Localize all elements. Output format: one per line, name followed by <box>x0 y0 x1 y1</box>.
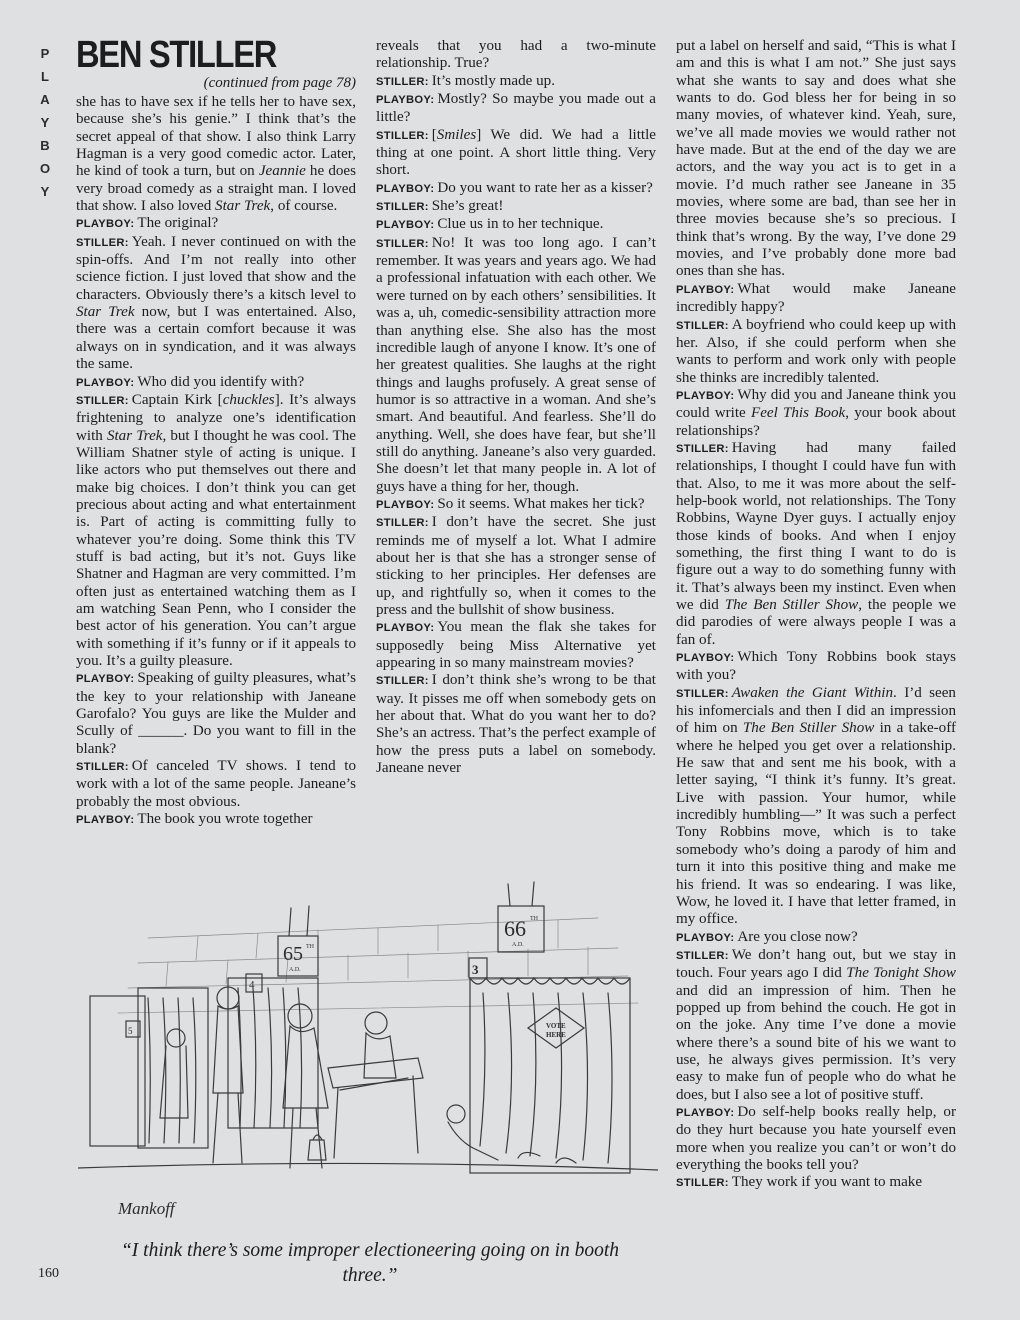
booth-3-number: 3 <box>472 962 479 977</box>
italic-title: chuckles <box>222 391 275 408</box>
vote-sign-line-2: HERE <box>546 1031 566 1039</box>
interview-paragraph <box>76 374 356 392</box>
side-magazine-label: P L A Y B O Y <box>39 46 51 199</box>
interview-paragraph <box>676 440 956 649</box>
speaker-label: STILLER: <box>676 319 729 332</box>
cartoon-drawing <box>78 878 658 1228</box>
brick-wall <box>118 918 638 1013</box>
text-column-3 <box>676 38 956 1193</box>
paragraph-text: Do you want to rate her as a kisser? <box>437 179 653 196</box>
paragraph-text: Are you close now? <box>737 928 858 945</box>
interview-paragraph <box>376 91 656 127</box>
paragraph-text: Yeah. I never continued on with the spin-offs. And I’m not really into other science fiction. I just loved that show and the characters. Obviously there’s a kitsch level to <box>76 233 356 303</box>
paragraph-text: Of canceled TV shows. I tend to work with a lot of the same people. Janeane’s probably the most obvious. <box>76 758 356 810</box>
sign-65-superscript: TH <box>306 944 314 950</box>
paragraph-text: ]. It’s always frightening to analyze one’s identification with <box>76 391 357 444</box>
interview-paragraph <box>376 672 656 777</box>
paragraph-text: The original? <box>137 215 219 232</box>
paragraph-text: in a take-off where he helped you get over a relationship. He saw that and sent me his book, with a letter saying, “I think it’s funny. It’s great. Live with passion. Your humor, while incredibly humbling—” It was such a perfect Tony Robbins move, which is to take somebody who’s doing a parody of him and turn it into this positive thing and make me his friend. It was so endearing. I was like, Wow, he loved it. I have that letter framed, in my office. <box>676 720 957 928</box>
vote-sign-line-1: VOTE <box>546 1022 566 1030</box>
paragraph-text: , your book about relationships? <box>676 405 956 439</box>
page-number: 160 <box>38 1266 59 1281</box>
interview-paragraph <box>76 215 356 233</box>
interview-paragraph <box>76 758 356 811</box>
speaker-label: STILLER: <box>676 442 729 455</box>
speaker-label: PLAYBOY: <box>376 94 435 107</box>
speaker-label: PLAYBOY: <box>376 622 435 635</box>
interview-paragraph <box>376 619 656 672</box>
interview-paragraph <box>676 947 956 1104</box>
italic-title: The Tonight Show <box>846 965 957 982</box>
paragraph-text: What would make Janeane incredibly happy? <box>676 280 956 316</box>
interview-paragraph <box>676 1104 956 1174</box>
speaker-label: STILLER: <box>676 687 729 700</box>
interview-paragraph <box>76 234 356 374</box>
speaker-label: PLAYBOY: <box>676 389 735 402</box>
sign-66-number: 66 <box>504 916 526 941</box>
interview-paragraph <box>376 180 656 198</box>
paragraph-text: , the people we did parodies of were always people I was a fan of. <box>676 597 957 648</box>
left-booths <box>90 978 318 1148</box>
speaker-label: STILLER: <box>76 761 129 774</box>
interview-paragraph <box>676 317 956 387</box>
paragraph-text: put a label on herself and said, “This is what I am and this is what I am not.” She just says what she wants to say and does what she wants to do. God bless her for being in so many movies, of whatever kind. Yeah, sure, we’ve all made movies we would rather not have made. But at the end of the day we are actors, and the way you act is to get in a movie. I’d much rather see Janeane in 35 movies, where some are bad, than see her in three movies because she’s so precious. I think that’s wrong. By the way, I’ve done 29 movies, and I’ve probably done more bad ones than she has. <box>676 38 956 280</box>
paragraph-text: she has to have sex if he tells her to have sex, because she’s his genie.” I think that’s the secret appeal of that show. I also think Larry Hagman is a very good comedic actor. Later, he kind of took a turn, but on <box>76 94 356 180</box>
interview-paragraph <box>76 392 356 671</box>
interview-paragraph <box>376 514 656 619</box>
paragraph-text: We don’t hang out, but we stay in touch. Four years ago I did <box>676 946 956 982</box>
booth-5-number: 5 <box>128 1026 133 1036</box>
paragraph-text: reveals that you had a two-minute relationship. True? <box>376 38 656 72</box>
sign-65-subtitle: A.D. <box>289 967 301 973</box>
speaker-label: PLAYBOY: <box>376 182 435 195</box>
paragraph-text: , of course. <box>270 198 338 215</box>
interview-paragraph <box>676 1174 956 1192</box>
interview-paragraph <box>76 811 356 829</box>
italic-title: Jeannie <box>258 163 306 180</box>
paragraph-text: Who did you identify with? <box>137 373 305 390</box>
cartoon-illustration <box>78 878 658 1228</box>
interview-paragraph <box>376 496 656 514</box>
speaker-label: PLAYBOY: <box>76 814 135 827</box>
booth-4-number: 4 <box>249 979 255 991</box>
paragraph-text: . I’d seen his infomercials and then I did an impression of him on <box>676 684 956 737</box>
speaker-label: STILLER: <box>376 201 429 214</box>
speaker-label: PLAYBOY: <box>76 673 135 686</box>
speaker-label: STILLER: <box>376 517 429 530</box>
article-title: BEN STILLER <box>76 34 277 76</box>
paragraph-text: I don’t have the secret. She just reminds me of myself a lot. What I admire about her is that she has a stronger sense of sticking to her principles. Her defenses are up, and rightfully so, when it comes to the press and the bullshit of show business. <box>376 514 656 618</box>
text-column-1 <box>76 94 356 829</box>
interview-paragraph <box>376 235 656 496</box>
italic-title: The Ben Stiller Show <box>742 720 875 737</box>
paragraph-text: They work if you want to make <box>731 1174 923 1191</box>
paragraph-text: Do self-help books really help, or do they hurt because you hate yourself even more when you realize you can’t or won’t do everything the books tell you? <box>676 1103 956 1173</box>
interview-paragraph <box>376 38 656 73</box>
speaker-label: PLAYBOY: <box>676 652 735 665</box>
speaker-label: STILLER: <box>376 129 429 142</box>
cartoonist-signature: Mankoff <box>118 1199 175 1218</box>
italic-title: Star Trek <box>215 198 271 215</box>
italic-title: Star Trek <box>106 427 163 444</box>
paragraph-text: No! It was too long ago. I can’t remember. It was years and years ago. We had a professional infatuation with each other. We were turned on by each others’ sensibilities. It was a, uh, comedic-sensibility attraction more than anything else. She also has the most incredible laugh of anyone I know. It’s one of her greatest qualities. She laughs at the right things and laughs profusely. A great sense of humor is so attractive in a woman. And she’s smart. And beautiful. And fearless. She’ll do anything. Well, she does have fear, but she’ll still do anything. Janeane’s also very guarded. She doesn’t let that many people in. A lot of guys have a thing for her, though. <box>376 234 656 495</box>
speaker-label: PLAYBOY: <box>76 376 135 389</box>
interview-paragraph <box>76 670 356 758</box>
italic-title: Smiles <box>436 126 477 143</box>
speaker-label: STILLER: <box>76 394 129 407</box>
paragraph-text: The book you wrote together <box>137 811 313 828</box>
speaker-label: PLAYBOY: <box>676 931 735 944</box>
floor-line <box>78 1163 658 1170</box>
paragraph-text: Captain Kirk [ <box>131 391 223 408</box>
speaker-label: STILLER: <box>676 949 729 962</box>
interview-paragraph <box>376 216 656 234</box>
speaker-label: PLAYBOY: <box>676 1106 735 1119</box>
interview-paragraph <box>676 281 956 317</box>
speaker-label: STILLER: <box>376 75 429 88</box>
sign-66-superscript: TH <box>530 916 538 922</box>
speaker-label: STILLER: <box>76 236 129 249</box>
interview-paragraph <box>376 73 656 91</box>
paragraph-text: You mean the flak she takes for supposedly being Miss Alternative yet appearing in so many mainstream movies? <box>376 619 656 672</box>
paragraph-text: he does very broad comedy as a straight man. I loved that show. I also loved <box>76 163 356 215</box>
sign-66-subtitle: A.D. <box>512 942 524 948</box>
voting-booth-three <box>470 978 630 1173</box>
speaker-label: PLAYBOY: <box>376 219 435 232</box>
interview-paragraph <box>376 198 656 216</box>
paragraph-text: Why did you and Janeane think you could write <box>676 386 956 422</box>
paragraph-text: [ <box>431 126 437 143</box>
speaker-label: STILLER: <box>676 1177 729 1190</box>
paragraph-text: Clue us in to her technique. <box>437 216 604 233</box>
paragraph-text: Having had many failed relationships, I thought I could have fun with that. Also, to me it was more about the self-help-book world, not relationships. The Tony Robbins, Wayne Dyer guys. I actually enjoy those kinds of books. And when I enjoy something, the first thing I want to do is figure out a way to do something funny with it. That’s always been my instinct. Even when we did <box>676 439 956 613</box>
speaker-label: STILLER: <box>376 675 429 688</box>
interview-paragraph <box>676 387 956 440</box>
paragraph-text: Which Tony Robbins book stays with you? <box>676 649 956 684</box>
interview-paragraph <box>376 127 656 180</box>
italic-title: Feel This Book <box>750 405 846 422</box>
text-column-2 <box>376 38 656 777</box>
paragraph-text: A boyfriend who could keep up with her. Also, if she could perform when she wants to perform and work only with people she thinks are incredibly talented. <box>676 316 956 386</box>
interview-paragraph <box>676 38 956 281</box>
cartoon-caption: “I think there’s some improper electioneering going on in booth three.” <box>120 1240 620 1286</box>
interview-paragraph <box>676 685 956 929</box>
sign-65-number: 65 <box>283 943 303 965</box>
speaker-label: PLAYBOY: <box>76 218 135 231</box>
italic-title: Awaken the Giant Within <box>731 684 894 701</box>
interview-paragraph <box>76 94 356 215</box>
italic-title: Star Trek <box>76 304 135 321</box>
paragraph-text: now, but I was entertained. Also, there was a certain comfort because it was always on in syndication, and it was always the same. <box>76 304 356 373</box>
speaker-label: PLAYBOY: <box>376 498 435 511</box>
paragraph-text: Speaking of guilty pleasures, what’s the key to your relationship with Janeane Garofalo? You guys are like the Mulder and Scully of ______. Do you want to fill in the blank? <box>76 670 356 757</box>
italic-title: The Ben Stiller Show <box>724 597 859 613</box>
interview-paragraph <box>676 649 956 685</box>
speaker-label: STILLER: <box>376 237 429 250</box>
paragraph-text: She’s great! <box>431 198 504 215</box>
interview-paragraph <box>676 929 956 947</box>
continued-note: (continued from page 78) <box>203 75 356 91</box>
paragraph-text: Mostly? So maybe you made out a little? <box>376 91 656 126</box>
paragraph-text: , but I thought he was cool. The William Shatner style of acting is unique. I like actors who put themselves out there and make big choices. I don’t think you can get precious about acting and what entertainment is. Part of acting is committing fully to whatever you’re doing. Some think this TV stuff is bad acting, but it’s not. Guys like Shatner and Hagman are very committed. I’m often just as entertained watching them as I am watching Sean Penn, who I consider the best actor of his generation. You can’t argue with something if it’s funny or if it appeals to you. It’s a guilty pleasure. <box>76 427 357 669</box>
paragraph-text: It’s mostly made up. <box>431 72 556 89</box>
paragraph-text: So it seems. What makes her tick? <box>437 495 645 512</box>
paragraph-text: and did an impression of him. Then he popped up from behind the couch. He got in on the joke. Any time I’ve done a movie where there’s a sound bite of his we want to use, he always gives permission. It’s very easy to make fun of people who do what he does, but I also see a lot of positive stuff. <box>676 982 956 1103</box>
speaker-label: PLAYBOY: <box>676 283 735 296</box>
paragraph-text: ] We did. We had a little thing at one point. A short little thing. Very short. <box>376 126 656 179</box>
voters-and-officials <box>160 987 498 1168</box>
paragraph-text: I don’t think she’s wrong to be that way. It pisses me off when somebody gets on her about that. What do you want her to do? She’s an actress. That’s the perfect example of how the press puts a label on somebody. Janeane never <box>376 672 656 777</box>
